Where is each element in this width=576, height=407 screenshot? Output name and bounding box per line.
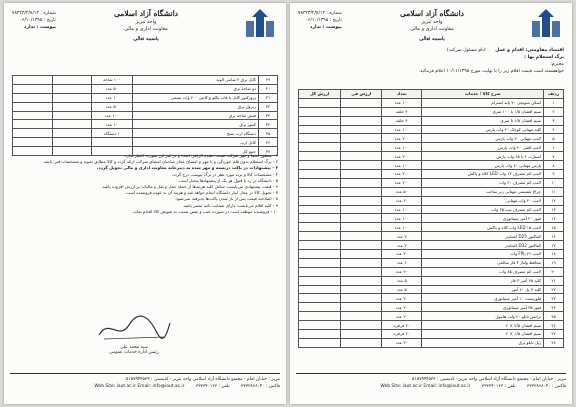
cell-row-number: ۳۳ xyxy=(258,111,277,120)
cell-total-price xyxy=(299,152,341,161)
table-row xyxy=(13,76,278,85)
cell-description: ترانس تابلو ۲۰ ولت هانیول xyxy=(422,312,544,321)
table-row xyxy=(299,196,564,205)
cell-row-number: ۷ xyxy=(544,152,564,161)
letter-number: شماره : ۷۸۳۲۳/۲/۷/۱۳ xyxy=(12,11,56,16)
table-row xyxy=(13,129,278,138)
table-row xyxy=(299,170,564,179)
cell-unit-price xyxy=(53,102,91,111)
cell-description: فلورسنت ۱۰ آمپر مینیاتوری xyxy=(422,294,544,303)
cell-unit-price xyxy=(341,312,382,321)
cell-description: فیوز ۲۰ آمپر مینیاتوری xyxy=(422,214,544,223)
cell-description: لامپ کم مصرف ۱۲ وات LED کلاه و پاکش xyxy=(422,170,544,179)
letter-page-right xyxy=(290,3,572,404)
cell-unit-price xyxy=(341,303,382,312)
letter-meta xyxy=(298,10,342,31)
cell-unit-price xyxy=(341,170,382,179)
footer-web: Web Site: iaut.ac.ir Email: info@iaut.ac.ir xyxy=(94,384,185,389)
table-row xyxy=(13,84,278,93)
cell-total-price xyxy=(299,223,341,232)
footer-address: تبریز : خیابان امام - مجتمع دانشگاه آزاد اسلامی واحد تبریز - کدپستی : ۵۱۵۷۹۴۴۵۳۳ xyxy=(126,377,280,382)
cell-quantity: ۴۰ عدد xyxy=(382,267,422,276)
footer-address: تبریز : خیابان امام - مجتمع دانشگاه آزاد اسلامی واحد تبریز - کدپستی : ۵۱۵۷۹۴۴۵۳۳ xyxy=(412,377,566,382)
cell-row-number: ۱۲ xyxy=(544,196,564,205)
cell-quantity: ۴ حلقه xyxy=(382,107,422,116)
cell-total-price xyxy=(299,321,341,330)
cell-unit-price xyxy=(341,116,382,125)
cell-description: لامپ FPL ۲۶ وات xyxy=(422,250,544,259)
cell-row-number: ۱۳ xyxy=(544,205,564,214)
cell-description: ریل تابلو برق xyxy=(422,338,544,347)
cell-row-number: ۲۰ xyxy=(544,267,564,276)
note-item: ۲ - برگ استعلام بدون قلم خوردگی و با مهر و امضای مجاز صاحبان امضای شرکت ارائه گردد و کالا مطابق نمونه و مشخصات فنی باشد. xyxy=(42,159,278,165)
price-inquiry-table-continued xyxy=(12,75,278,156)
table-row xyxy=(13,111,278,120)
cell-quantity: ۱۰۰ عدد xyxy=(382,223,422,232)
cell-total-price xyxy=(299,161,341,170)
letterhead-title xyxy=(66,9,226,42)
cell-description: کنتاکتور D25 اشنایدر xyxy=(422,232,544,241)
cell-unit-price xyxy=(341,125,382,134)
table-row xyxy=(299,116,564,125)
cell-row-number: ۳۶ xyxy=(258,138,277,147)
cell-total-price xyxy=(299,250,341,259)
cell-description: ریزول برق xyxy=(132,102,258,111)
cell-row-number: ۲۶ xyxy=(544,321,564,330)
cell-unit-price xyxy=(341,267,382,276)
cell-total-price xyxy=(13,76,53,85)
cell-row-number: ۲۵ xyxy=(544,312,564,321)
footer-fax: فاکس : ۳۳۳۲۸۶۸۰۴۰ xyxy=(241,384,280,389)
cell-unit-price xyxy=(53,120,91,129)
cell-row-number: ۵ xyxy=(544,134,564,143)
cell-description: جمع کل xyxy=(132,147,258,156)
cell-unit-price xyxy=(341,338,382,347)
cell-row-number: ۳ xyxy=(544,116,564,125)
note-item: ۹ - کلیه اقلام می‌بایست دارای ضمانت نامه معتبر باشد. xyxy=(182,202,278,208)
table-row xyxy=(299,187,564,196)
cell-description: سیم افشان ۱/۵ با متری xyxy=(422,116,544,125)
price-inquiry-table xyxy=(298,89,564,348)
cell-total-price xyxy=(299,196,341,205)
cell-description: لامپ کم مصرف ۲۰ وات xyxy=(422,178,544,187)
column-header: ردیف xyxy=(544,90,564,99)
cell-description: اسکن سویچی ۴۰ پایه استرام xyxy=(422,98,544,107)
table-row xyxy=(13,102,278,111)
greeting: محترم: xyxy=(550,62,564,67)
cell-row-number: ۴ xyxy=(544,125,564,134)
table-row xyxy=(299,330,564,339)
cell-row-number: ۲۹ xyxy=(258,76,277,85)
cell-description: چراغ تقسیمی مهتابی زیر ساخت xyxy=(422,187,544,196)
cell-total-price xyxy=(13,138,53,147)
cell-total-price xyxy=(299,267,341,276)
table-row xyxy=(299,152,564,161)
cell-row-number: ۲۴ xyxy=(544,303,564,312)
cell-row-number: ۱۴ xyxy=(544,214,564,223)
cell-row-number: ۱۷ xyxy=(544,241,564,250)
cell-total-price xyxy=(299,285,341,294)
cell-row-number: ۲۳ xyxy=(544,294,564,303)
cell-description: لامپ افقی ۴۰ وات پارس xyxy=(422,143,544,152)
table-row xyxy=(13,93,278,102)
cell-total-price xyxy=(299,338,341,347)
cell-total-price xyxy=(299,294,341,303)
university-logo-icon xyxy=(526,7,566,39)
cell-unit-price xyxy=(53,129,91,138)
letter-date: تاریخ : ۰۶/۱۰/۱۳۹۵ xyxy=(19,18,56,23)
cell-description: فیوز ۳۵ آمپر مینیاتوری xyxy=(422,303,544,312)
footer-tel: تلفن : ۳۳۳۳۴۰۱۶۳ xyxy=(195,384,230,389)
note-item: ۳ - پیشنهادات در پاکت دربسته و مهر شده به دبیرخانه معاونت اداری و مالی تحویل گردد. xyxy=(96,165,278,171)
cell-unit-price xyxy=(53,138,91,147)
letter-heading xyxy=(298,47,564,75)
cell-total-price xyxy=(13,84,53,93)
cell-unit-price xyxy=(341,98,382,107)
cell-description: لامپ کم مصرف تیپ ۳۵ وات xyxy=(422,205,544,214)
table-row xyxy=(13,120,278,129)
university-name: دانشگاه آزاد اسلامی xyxy=(399,9,465,18)
cell-total-price xyxy=(299,107,341,116)
column-header: ارزش کل xyxy=(299,90,341,99)
department-name: معاونت اداری و مالی xyxy=(410,26,454,32)
note-item: ۷ - تحویل کالا در محل انبار دانشگاه انجام خواهد شد و هزینه آن به عهده فروشنده است. xyxy=(124,190,278,196)
cell-row-number: ۲۲ xyxy=(544,285,564,294)
cell-description: سیم افشان ۱/۵ با ۱۰۰ متری xyxy=(422,107,544,116)
cell-row-number: ۳۱ xyxy=(258,93,277,102)
letter-attachment: پیوست : ندارد xyxy=(24,25,56,30)
signature-name: سید محمد علی xyxy=(120,345,148,350)
table-row xyxy=(299,107,564,116)
cell-row-number: ۸ xyxy=(544,161,564,170)
cell-quantity: ۱۰۰ عدد xyxy=(382,161,422,170)
cell-quantity: ۲۰ قرقره xyxy=(382,330,422,339)
cell-quantity: ۵۰ عدد xyxy=(382,187,422,196)
cell-total-price xyxy=(13,120,53,129)
cell-total-price xyxy=(299,258,341,267)
cell-unit-price xyxy=(341,294,382,303)
table-row xyxy=(299,267,564,276)
table-row xyxy=(299,321,564,330)
cell-description: کابل برق ۲ سانتی الوند xyxy=(132,76,258,85)
terms-notes xyxy=(12,153,278,215)
department-name: معاونت اداری و مالی xyxy=(124,26,168,32)
cell-quantity: ۵۰ عدد xyxy=(91,84,132,93)
cell-row-number: ۱۰ xyxy=(544,178,564,187)
cell-description: سیم افشان ۲/۵ × ۲ xyxy=(422,321,544,330)
cell-total-price xyxy=(299,214,341,223)
cell-row-number: ۱ xyxy=(544,98,564,107)
cell-quantity: ۲۰ قرقره xyxy=(382,321,422,330)
cell-description: کابل ارت xyxy=(132,138,258,147)
note-item: ۸ - اصلاحیه قیمت پس از باز شدن پاکت‌ها پذیرفته نمی‌شود. xyxy=(174,196,278,202)
letter-meta xyxy=(12,10,56,31)
table-row xyxy=(299,338,564,347)
signature-title: رئیس اداره خدمات عمومی xyxy=(109,350,159,355)
cell-row-number: ۱۵ xyxy=(544,223,564,232)
table-row xyxy=(299,241,564,250)
cell-row-number: ۳۵ xyxy=(258,129,277,138)
cell-quantity: ۲۰۰ عدد xyxy=(382,178,422,187)
cell-quantity: ۲ عدد xyxy=(382,241,422,250)
cell-total-price xyxy=(299,134,341,143)
cell-quantity: ۱ دستگاه xyxy=(91,129,132,138)
cell-quantity: ۱۰۰ عدد xyxy=(382,205,422,214)
table-row xyxy=(299,161,564,170)
cell-unit-price xyxy=(53,84,91,93)
cell-unit-price xyxy=(341,152,382,161)
cell-quantity: ۱۰۰ عدد xyxy=(382,125,422,134)
cell-quantity xyxy=(91,138,132,147)
cell-total-price xyxy=(299,276,341,285)
cell-total-price xyxy=(299,125,341,134)
table-row xyxy=(299,143,564,152)
table-row xyxy=(299,205,564,214)
basmala: باسمه تعالی xyxy=(419,36,445,42)
cell-total-price xyxy=(299,143,341,152)
cell-quantity: ۲۰ عدد xyxy=(382,196,422,205)
cell-quantity: ۲۰ عدد xyxy=(382,294,422,303)
cell-unit-price xyxy=(341,223,382,232)
university-logo-icon xyxy=(240,7,280,39)
cell-unit-price xyxy=(341,250,382,259)
note-item: ۴ - مشخصات کالا و برند مورد نظر در برگ پیوست درج گردد. xyxy=(171,171,278,177)
cell-row-number: ۲۱ xyxy=(544,276,564,285)
table-row xyxy=(299,276,564,285)
table-row xyxy=(299,178,564,187)
cell-total-price xyxy=(299,170,341,179)
cell-description: کلید مهتابی کوچک ۲۰ وات پارس xyxy=(422,125,544,134)
cell-total-price xyxy=(299,241,341,250)
subject: برگ استعلام بها : xyxy=(524,55,564,60)
letter-attachment: پیوست : ندارد xyxy=(310,25,342,30)
signature-mark-icon xyxy=(94,313,174,343)
cell-description: لامپ مهتابی ۴۰ وات پارس xyxy=(422,134,544,143)
cell-unit-price xyxy=(341,232,382,241)
cell-quantity: ۲۰۰ عدد xyxy=(382,152,422,161)
intro-text: خواهشمند است قیمت اقلام زیر را تا نهایت مورخ ۱۰/۱۱/۱۳۹۵ اعلام فرمائید. xyxy=(418,69,564,74)
cell-quantity: ۲۰ عدد xyxy=(382,303,422,312)
cell-quantity: ۵ عدد xyxy=(382,276,422,285)
cell-total-price xyxy=(13,129,53,138)
cell-unit-price xyxy=(341,276,382,285)
table-row xyxy=(13,138,278,147)
cell-row-number: ۳۰ xyxy=(258,84,277,93)
cell-unit-price xyxy=(53,111,91,120)
cell-unit-price xyxy=(341,161,382,170)
column-header: ارزش فی xyxy=(341,90,382,99)
note-item: ۵ - دانشگاه در رد یا قبول هر یک از پیشنهادها مختار است. xyxy=(177,177,278,183)
cell-quantity: ۲۰۰ عدد xyxy=(382,170,422,179)
cell-quantity: ۵ عدد xyxy=(382,285,422,294)
cell-unit-price xyxy=(341,178,382,187)
cell-quantity: ۵۰ عدد xyxy=(91,102,132,111)
cell-description: کلید ۲۵ آمپر ۳ فاز xyxy=(422,276,544,285)
cell-unit-price xyxy=(341,143,382,152)
cell-description: لامپ LED ۱۵ وات کلاه و پاکش xyxy=(422,223,544,232)
table-row xyxy=(299,125,564,134)
note-item: ۶ - قیمت پیشنهادی می‌بایست شامل کلیه هزینه‌ها از جمله حمل و نقل و مالیات بر ارزش افزوده باشد. xyxy=(101,184,278,190)
cell-quantity: ۲ عدد xyxy=(382,232,422,241)
cell-unit-price xyxy=(341,205,382,214)
cell-quantity: ۲۰ عدد xyxy=(382,312,422,321)
table-row xyxy=(299,258,564,267)
footer-tel: تلفن : ۳۳۳۳۴۰۱۶۳ xyxy=(481,384,516,389)
cell-row-number: ۱۸ xyxy=(544,250,564,259)
cell-unit-price xyxy=(341,321,382,330)
cell-row-number: ۳۲ xyxy=(258,102,277,111)
cell-description: لامپ ۲۰ وات مهتابی xyxy=(422,196,544,205)
note-item: ۱۰ - فروشنده موظف است در صورت عیب و نقص نسبت به تعویض کالا اقدام نماید. xyxy=(132,208,278,214)
cell-total-price xyxy=(299,178,341,187)
cell-description: فیش شاخه برق xyxy=(132,111,258,120)
cell-row-number: ۳۴ xyxy=(258,120,277,129)
cell-unit-price xyxy=(341,258,382,267)
table-row xyxy=(299,223,564,232)
table-row xyxy=(299,98,564,107)
cell-quantity: ۱۰ عدد xyxy=(91,120,132,129)
cell-quantity: ۴ حلقه xyxy=(382,116,422,125)
cell-unit-price xyxy=(341,330,382,339)
cell-quantity: ۱۰۰ عدد xyxy=(382,98,422,107)
letter-date: تاریخ : ۰۶/۱۰/۱۳۹۵ xyxy=(305,18,342,23)
cell-description: کنتور برق xyxy=(132,120,258,129)
cell-row-number: ۱۶ xyxy=(544,232,564,241)
signature-block xyxy=(74,313,194,355)
note-item: ۱ - سطور امضا و مهر شرکت قیمت دهنده الزامی است و در غیر این صورت اعتبار ندارد. xyxy=(123,153,278,158)
letterhead-title xyxy=(352,9,512,42)
cell-row-number: ۲ xyxy=(544,107,564,116)
table-row xyxy=(299,294,564,303)
cell-unit-price xyxy=(341,196,382,205)
cell-row-number: ۱۱ xyxy=(544,187,564,196)
cell-description: سیم افشان ۱/۵ × ۲ xyxy=(422,330,544,339)
cell-row-number: ۶ xyxy=(544,143,564,152)
cell-description: دو شاخه برق xyxy=(132,84,258,93)
cell-total-price xyxy=(299,205,341,214)
letter-page-left xyxy=(4,3,286,404)
basmala: باسمه تعالی xyxy=(133,36,159,42)
cell-unit-price xyxy=(341,285,382,294)
cell-row-number: ۲۸ xyxy=(544,338,564,347)
addressee: اقتصاد مقاومتی: اقدام و عمل xyxy=(495,48,564,53)
cell-unit-price xyxy=(341,134,382,143)
table-row xyxy=(299,303,564,312)
table-row xyxy=(299,214,564,223)
table-row xyxy=(299,134,564,143)
cell-description: دستگاه ارت سنج xyxy=(132,129,258,138)
cell-unit-price xyxy=(341,107,382,116)
cell-row-number: ۳۷ xyxy=(258,147,277,156)
footer-fax: فاکس : ۳۳۳۲۸۶۸۰۴۰ xyxy=(527,384,566,389)
table-row xyxy=(299,250,564,259)
cell-total-price xyxy=(299,187,341,196)
unit-name: واحد تبریز xyxy=(135,19,157,25)
letter-footer xyxy=(296,373,566,390)
letter-footer xyxy=(10,373,280,390)
cell-description: کلید ۳ پل ۲۰ آمپر xyxy=(422,285,544,294)
cell-total-price xyxy=(299,330,341,339)
cell-total-price xyxy=(299,116,341,125)
cell-description: استارت ۴ تا ۶۵ وات پارس xyxy=(422,152,544,161)
cell-total-price xyxy=(299,303,341,312)
cell-total-price xyxy=(299,98,341,107)
cell-total-price xyxy=(299,232,341,241)
table-row xyxy=(299,312,564,321)
cell-unit-price xyxy=(341,187,382,196)
table-row xyxy=(299,232,564,241)
cell-quantity: ۱۰۰ عدد xyxy=(382,214,422,223)
cell-total-price xyxy=(13,111,53,120)
column-header: تعداد xyxy=(382,90,422,99)
cell-description: محافظ ولتاژ ۳ فاز سالمی xyxy=(422,258,544,267)
cell-description: لامپ کم مصرف ۸۵ وات xyxy=(422,267,544,276)
cell-row-number: ۹ xyxy=(544,170,564,179)
cell-description: کنتاکتور D32 اشنایدر xyxy=(422,241,544,250)
cell-quantity: ۲۰ عدد xyxy=(382,250,422,259)
letter-number: شماره : ۷۸۳۲۳/۲/۷/۱۳ xyxy=(298,11,342,16)
cell-quantity: ۱۰۰ عدد xyxy=(91,111,132,120)
table-header-row xyxy=(299,90,564,99)
cell-unit-price xyxy=(341,241,382,250)
cell-unit-price xyxy=(53,76,91,85)
cell-description: پارس مهتابی ۴۰ وات پارس xyxy=(422,161,544,170)
cell-unit-price xyxy=(341,214,382,223)
cell-quantity: ۶ عدد xyxy=(382,258,422,267)
column-header: شرح کالا / خدمات xyxy=(422,90,544,99)
cell-row-number: ۱۹ xyxy=(544,258,564,267)
cell-row-number: ۲۷ xyxy=(544,330,564,339)
cell-quantity: ۳۰ عدد xyxy=(382,338,422,347)
cell-quantity: ۲۰۰ عدد xyxy=(382,134,422,143)
cell-unit-price xyxy=(53,93,91,102)
cell-total-price xyxy=(299,312,341,321)
cell-quantity: ۱۰۰ عدد xyxy=(382,143,422,152)
cell-total-price xyxy=(13,93,53,102)
table-row xyxy=(299,285,564,294)
addressee-note: (نام مسئول شرکت) xyxy=(446,48,486,53)
cell-quantity: ۱۰۰ شاخه xyxy=(91,76,132,85)
cell-total-price xyxy=(13,102,53,111)
unit-name: واحد تبریز xyxy=(421,19,443,25)
cell-quantity: ۱۰ عدد xyxy=(91,93,132,102)
cell-description: پروژکتور کابل با قاب پکلو و کانتی ۲۰۰ وات سیمی xyxy=(132,93,258,102)
university-name: دانشگاه آزاد اسلامی xyxy=(113,9,179,18)
footer-web: Web Site: iaut.ac.ir Email: info@iaut.ac.ir xyxy=(380,384,471,389)
